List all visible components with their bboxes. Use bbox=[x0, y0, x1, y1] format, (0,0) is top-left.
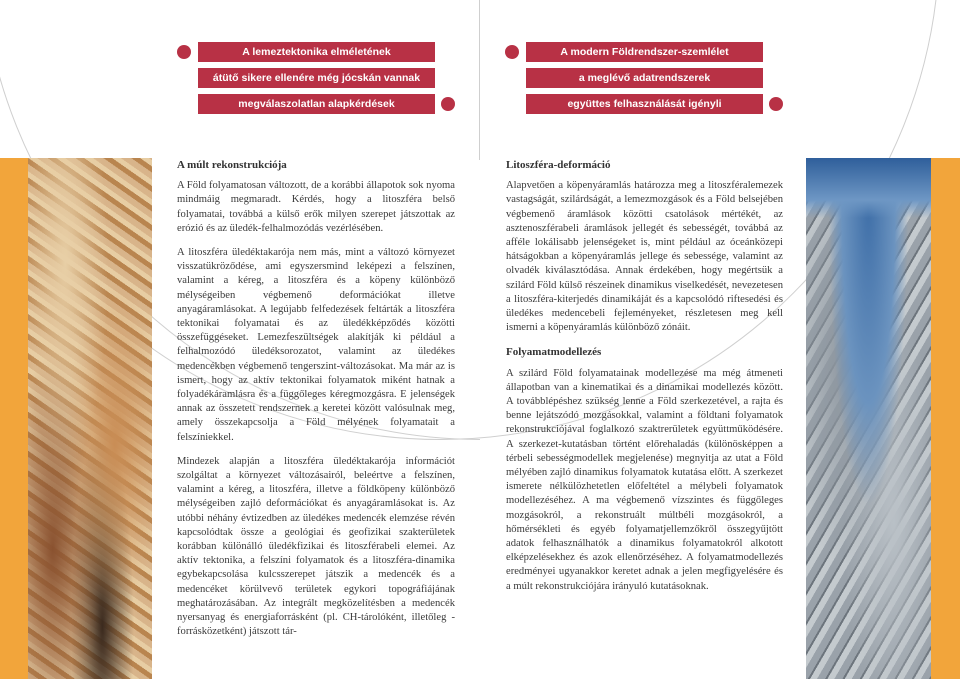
page-divider bbox=[479, 0, 480, 160]
section-heading: Folyamatmodellezés bbox=[506, 346, 602, 359]
right-header-line-1: A modern Földrendszer-szemlélet bbox=[526, 42, 763, 62]
right-orange-strip bbox=[931, 158, 960, 679]
right-header-line-2: a meglévő adatrendszerek bbox=[526, 68, 763, 88]
left-header-line-3: megválaszolatlan alapkérdések bbox=[198, 94, 435, 114]
section-heading: A múlt rekonstrukciója bbox=[177, 159, 287, 171]
bullet-dot bbox=[177, 45, 191, 59]
bullet-dot bbox=[505, 45, 519, 59]
paragraph: A litoszféra üledéktakarója nem más, mint a változó környezet visszatükröződése, ami egyszersmind leképezi a felszínen, valamint a kéreg, a litoszféra és a köpeny különböző mélységeiben végbemenő deformációkat illetve anyagáramlásokat. A legújabb felfedezések feltárták a litoszféra tektonikai folyamatai és az üledékképződés közötti összefüggéseket. Lemezfeszültségek alakítják ki például a felhalmozódó üledéksorozatot, valamint az üledékes medencékben végbemenő tengerszint-változásokat. Ma már az is ismert, hogy az aktív tektonikai folyamatok miként hatnak a folyadékáramlásra és a függőleges kéregmozgásra. E jelenségek annak az összetett rendszernek a keretei között valósulnak meg, amely összekapcsolja a Föld mélyének folyamatait a felszíniekkel. bbox=[177, 247, 455, 443]
right-header-line-3: együttes felhasználását igényli bbox=[526, 94, 763, 114]
left-header-line-1: A lemeztektonika elméletének bbox=[198, 42, 435, 62]
bullet-dot bbox=[769, 97, 783, 111]
paragraph: A szilárd Föld folyamatainak modellezése ma még átmeneti állapotban van a kinematikai és a dinamikai modellezés között. A továbblépéshez szükség lenne a Föld szerkezetével, a rajta és benne lejátszódó mozgásokkal, valamint a földtani folyamatok rekonstrukciójával foglalkozó szaktrerületek együttműködésére. A szerkezet-kutatásban történt előrehaladás (különösképpen a térbeli sebességmodellek megjelenése) megnyitja az utat a Föld mélyében zajló dinamikus folyamatok kutatása előtt. A szerkezet ismerete nélkülözhetetlen előfeltétel a mélybeli folyamatok modellezéséhez. A ma végbemenő vízszintes és függőleges mozgásokról, a rekonstruált múltbéli mozgásokról, a hőmérsékleti és egyéb folyamatjellemzőkről összegyűjtött adatok felhasználhatók a dinamikus folyamatokról alkotott elképzelésekhez és azok ellenőrzéséhez. A folyamatmodellezés eredményei ugyanakkor keretet adnak a jelen megfigyelésére és a múlt rekonstrukciójára irányuló kutatásoknak. bbox=[506, 367, 783, 592]
bullet-dot bbox=[441, 97, 455, 111]
left-header-line-2: átütő sikere ellenére még jócskán vannak bbox=[198, 68, 435, 88]
rock-layers-photo bbox=[28, 158, 152, 679]
left-orange-strip bbox=[0, 158, 28, 679]
paragraph: Alapvetően a köpenyáramlás határozza meg a litoszféralemezek vastagságát, szilárdságát, a lemezmozgások és a Föld belsejében végbemenő áramlások közötti csatolások mértékét, az asztenoszférabeli áramlások jellegét és sebességét, továbbá az afféle lokálisabb jelenségeket is, mint például az óceánközepi hátságokban a köpenyáramlás jellege és sebessége, valamint az olvadék kiválasztódása. Annak érdekében, hogy megértsük a szilárd Föld külső részeinek dinamikus viselkedését, nevezetesen a litoszféra-kiterjedés dinamikáját és a kapcsolódó riftesedési és üledékes medencebeli fejleményeket, részletesen meg kell ismerni a köpenyáramlás különböző zónáit. bbox=[506, 180, 783, 334]
left-text-column bbox=[177, 158, 455, 650]
section-heading: Litoszféra-deformáció bbox=[506, 159, 611, 171]
paragraph: Mindezek alapján a litoszféra üledéktakarója információt szolgáltat a környezet változásairól, beleértve a felszínen, valamint a kéreg, a litoszféra, illetve a földköpeny különböző mélységeiben zajló deformációkat és anyagáramlásokat is. Az utóbbi néhány évtizedben az üledékes medencék elemzése révén kapcsolódtak össze a geológiai és geofizikai szakterületek korábban különálló üledékfizikai és litoszférabeli elemei. Az aktív tektonika, a felszíni folyamatok és a litoszféra-dinamika egybekapcsolása kulcsszerepet játszik a medencék és a medencéket körülvevő területek egykori topográfiájának meghatározásában. Az integrált megközelítésben a medencék nyersanyag és energiaforrásként (pl. CH-tárolóként, illetőleg -forrásközetként) játszott tár- bbox=[177, 455, 455, 638]
cracked-mud-photo bbox=[806, 158, 931, 679]
paragraph: A Föld folyamatosan változott, de a korábbi állapotok sok nyoma mindmáig megmaradt. Kérdés, hogy a litoszféra belső folyamatai, továbbá a külső erők milyen szerepet játszottak az erózió és az üledék-felhalmozódás vezérlésében. bbox=[177, 180, 455, 234]
right-text-column bbox=[506, 158, 783, 604]
